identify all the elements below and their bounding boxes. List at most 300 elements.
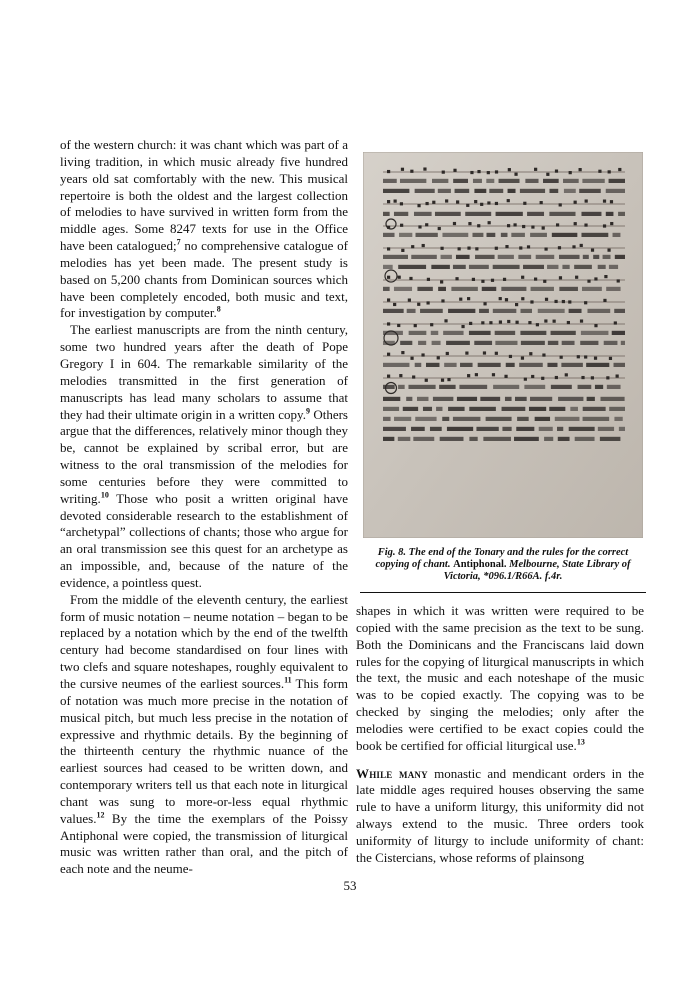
neume-note xyxy=(397,324,400,327)
script-word xyxy=(558,397,583,401)
script-word xyxy=(420,309,443,313)
neume-note xyxy=(603,224,606,227)
neume-note xyxy=(477,224,480,227)
script-word xyxy=(530,397,552,401)
neume-note xyxy=(495,352,498,355)
script-word xyxy=(486,417,512,421)
neume-note xyxy=(614,321,617,324)
footnote-ref-8[interactable]: 8 xyxy=(216,305,221,315)
neume-note xyxy=(430,323,433,326)
script-word xyxy=(435,212,461,216)
script-word xyxy=(407,309,416,313)
script-word xyxy=(508,189,516,193)
neume-note xyxy=(487,171,490,174)
script-word xyxy=(431,331,438,335)
neume-note xyxy=(499,320,502,323)
neume-note xyxy=(505,298,508,301)
script-word xyxy=(398,385,405,389)
neume-note xyxy=(469,322,472,325)
neume-note xyxy=(467,297,470,300)
script-word xyxy=(595,385,603,389)
script-word xyxy=(563,179,579,183)
neume-note xyxy=(401,351,404,354)
neume-note xyxy=(603,299,606,302)
neume-note xyxy=(521,297,524,300)
neume-note xyxy=(577,355,580,358)
neume-note xyxy=(556,223,559,226)
script-word xyxy=(551,385,572,389)
neume-note xyxy=(387,298,390,301)
script-word xyxy=(383,233,395,237)
script-word xyxy=(438,189,451,193)
script-word xyxy=(383,255,408,259)
neume-note xyxy=(530,300,533,303)
script-word xyxy=(398,437,411,441)
neume-note xyxy=(607,249,610,252)
script-word xyxy=(547,363,557,367)
script-word xyxy=(476,427,498,431)
script-word xyxy=(400,179,426,183)
script-word xyxy=(580,341,598,345)
script-word xyxy=(586,363,609,367)
neume-note xyxy=(467,374,470,377)
neume-note xyxy=(572,245,575,248)
script-word xyxy=(398,265,426,269)
script-word xyxy=(480,397,500,401)
neume-note xyxy=(523,202,526,205)
caption-location: Melbourne, State Library of Victoria, *096.1/R66A. f.4r. xyxy=(443,559,631,583)
neume-note xyxy=(417,303,420,306)
neume-note xyxy=(519,246,522,249)
neume-note xyxy=(507,224,510,227)
neume-note xyxy=(560,356,563,359)
neume-note xyxy=(584,224,587,227)
paragraph-3 xyxy=(60,592,348,878)
script-word xyxy=(383,189,409,193)
script-word xyxy=(453,179,468,183)
script-word xyxy=(426,363,439,367)
script-word xyxy=(383,265,393,269)
script-word xyxy=(383,427,406,431)
script-word xyxy=(479,309,489,313)
script-word xyxy=(383,417,391,421)
neume-note xyxy=(442,171,445,174)
script-word xyxy=(501,287,526,291)
script-word xyxy=(587,309,610,313)
neume-note xyxy=(584,301,587,304)
neume-note xyxy=(534,278,537,281)
script-word xyxy=(514,437,539,441)
script-word xyxy=(440,437,464,441)
neume-note xyxy=(574,222,577,225)
text-run: monastic and mendicant orders in the late middle ages required houses observing the same rule to have a uniform liturgy, this uniformity did not always extend to the music. Three orders took uniformity of liturgy to include uniformity of chant: the Cistercians, whose reforms of plainsong xyxy=(356,765,644,865)
script-word xyxy=(606,189,625,193)
neume-note xyxy=(591,376,594,379)
script-word xyxy=(486,233,495,237)
neume-note xyxy=(514,173,517,176)
neume-note xyxy=(575,276,578,279)
script-word xyxy=(600,437,621,441)
neume-note xyxy=(543,280,546,283)
neume-note xyxy=(554,300,557,303)
neume-note xyxy=(425,379,428,382)
paragraph-1 xyxy=(60,137,348,322)
neume-note xyxy=(594,324,597,327)
script-word xyxy=(521,341,545,345)
script-word xyxy=(446,341,470,345)
script-word xyxy=(555,417,580,421)
neume-note xyxy=(438,227,441,230)
script-word xyxy=(613,233,621,237)
script-word xyxy=(529,407,546,411)
script-word xyxy=(431,265,450,269)
script-word xyxy=(411,427,425,431)
neume-note xyxy=(492,373,495,376)
neume-note xyxy=(568,300,571,303)
script-word xyxy=(394,287,412,291)
script-word xyxy=(415,233,437,237)
footnote-ref-12[interactable]: 12 xyxy=(96,810,105,820)
neume-note xyxy=(411,245,414,248)
script-word xyxy=(457,397,477,401)
text-run: of the western church: it was chant which was part of a living tradition, in which music already five hundred years old sat comfortably with the new. This musical repertoire is both the oldest and the largest collection of melodies to have survived in written form from the middle ages. Some 8247 texts for use in the Office have been catalogued; xyxy=(60,137,348,254)
script-word xyxy=(433,397,453,401)
neume-note xyxy=(481,280,484,283)
script-word xyxy=(516,427,534,431)
neume-note xyxy=(580,244,583,247)
script-word xyxy=(614,363,625,367)
neume-note xyxy=(453,222,456,225)
script-word xyxy=(536,255,555,259)
script-word xyxy=(581,331,609,335)
neume-note xyxy=(541,377,544,380)
script-word xyxy=(493,265,520,269)
left-column xyxy=(60,137,348,878)
script-word xyxy=(558,437,570,441)
script-word xyxy=(614,417,622,421)
caption-text: Fig. 8. The end of the Tonary and the rules for the correct copying of chant. xyxy=(375,547,629,571)
script-word xyxy=(557,427,563,431)
script-word xyxy=(408,385,435,389)
script-word xyxy=(547,265,558,269)
footnote-ref-10[interactable]: 10 xyxy=(100,490,109,500)
script-word xyxy=(506,363,515,367)
script-word xyxy=(499,179,520,183)
script-word xyxy=(469,407,496,411)
script-word xyxy=(538,309,565,313)
script-word xyxy=(498,255,514,259)
neume-note xyxy=(491,279,494,282)
neume-note xyxy=(487,201,490,204)
script-word xyxy=(439,385,455,389)
script-word xyxy=(448,309,475,313)
script-word xyxy=(559,287,578,291)
script-word xyxy=(383,309,404,313)
script-word xyxy=(619,427,625,431)
script-word xyxy=(383,287,390,291)
script-word xyxy=(600,397,624,401)
script-word xyxy=(460,363,473,367)
neume-note xyxy=(542,353,545,356)
neume-note xyxy=(508,168,511,171)
script-word xyxy=(443,331,463,335)
script-word xyxy=(517,417,529,421)
script-word xyxy=(527,212,544,216)
script-word xyxy=(415,189,435,193)
footnote-ref-9[interactable]: 9 xyxy=(305,406,310,416)
script-word xyxy=(564,189,576,193)
script-word xyxy=(400,341,412,345)
neume-note xyxy=(461,325,464,328)
paragraph-4 xyxy=(356,603,644,755)
caption-rule xyxy=(360,592,646,593)
neume-note xyxy=(466,204,469,207)
script-word xyxy=(583,255,589,259)
script-word xyxy=(406,397,412,401)
script-word xyxy=(530,233,547,237)
script-word xyxy=(607,385,621,389)
script-word xyxy=(441,255,452,259)
paragraph-5 xyxy=(356,766,644,867)
script-word xyxy=(483,437,511,441)
neume-note xyxy=(475,247,478,250)
neume-note xyxy=(569,171,572,174)
script-word xyxy=(383,385,395,389)
neume-note xyxy=(446,352,449,355)
neume-note xyxy=(524,378,527,381)
neume-note xyxy=(531,375,534,378)
neume-note xyxy=(559,203,562,206)
neume-note xyxy=(409,277,412,280)
neume-note xyxy=(401,168,404,171)
script-word xyxy=(524,385,545,389)
script-word xyxy=(574,265,592,269)
neume-note xyxy=(521,357,524,360)
script-word xyxy=(609,179,625,183)
script-word xyxy=(578,385,592,389)
neume-note xyxy=(544,319,547,322)
script-word xyxy=(549,407,565,411)
neume-note xyxy=(591,249,594,252)
neume-note xyxy=(609,357,612,360)
neume-note xyxy=(410,170,413,173)
neume-note xyxy=(394,199,397,202)
neume-note xyxy=(540,201,543,204)
neume-note xyxy=(507,320,510,323)
neume-note xyxy=(529,352,532,355)
script-word xyxy=(383,363,409,367)
script-word xyxy=(417,397,428,401)
neume-note xyxy=(465,351,468,354)
neume-note xyxy=(387,200,390,203)
neume-note xyxy=(559,276,562,279)
neume-note xyxy=(617,279,620,282)
script-word xyxy=(581,212,601,216)
neume-note xyxy=(555,376,558,379)
script-word xyxy=(448,407,465,411)
neume-note xyxy=(580,319,583,322)
script-word xyxy=(515,397,527,401)
script-word xyxy=(430,427,442,431)
script-word xyxy=(456,255,470,259)
script-word xyxy=(409,331,427,335)
figure-caption xyxy=(360,547,646,584)
neume-note xyxy=(437,356,440,359)
neume-note xyxy=(581,376,584,379)
neume-note xyxy=(495,202,498,205)
neume-note xyxy=(527,245,530,248)
neume-note xyxy=(417,204,420,207)
script-word xyxy=(593,255,599,259)
neume-note xyxy=(481,321,484,324)
neume-note xyxy=(472,278,475,281)
script-word xyxy=(606,212,614,216)
script-word xyxy=(383,437,394,441)
neume-note xyxy=(546,173,549,176)
neume-note xyxy=(579,168,582,171)
neume-note xyxy=(441,299,444,302)
neume-note xyxy=(414,324,417,327)
script-word xyxy=(549,189,558,193)
script-word xyxy=(394,212,408,216)
text-run: Those who posit a written original have devoted considerable research to the establishment of “archetypal” collections of chants; those who argue for an oral transmission see this quest for an archetype as an impossible, and, because of the nature of the evidence, a pointless quest. xyxy=(60,490,348,590)
script-word xyxy=(478,363,501,367)
neume-note xyxy=(401,249,404,252)
neume-note xyxy=(440,280,443,283)
script-word xyxy=(459,385,487,389)
neume-note xyxy=(606,376,609,379)
script-word xyxy=(495,341,517,345)
script-word xyxy=(455,189,470,193)
script-word xyxy=(453,417,481,421)
script-word xyxy=(453,265,466,269)
script-word xyxy=(442,233,468,237)
neume-note xyxy=(553,320,556,323)
script-word xyxy=(609,265,618,269)
neume-note xyxy=(608,170,611,173)
neume-note xyxy=(515,303,518,306)
neume-note xyxy=(467,247,470,250)
script-word xyxy=(606,287,620,291)
text-run: Others argue that the differences, relatively minor though they be, cannot be explained by scribal error, but are witness to the oral transmission of the melodies for some centuries before they were committed to writing. xyxy=(60,406,348,506)
script-word xyxy=(415,417,436,421)
script-word xyxy=(473,179,482,183)
script-word xyxy=(552,233,578,237)
text-run: shapes in which it was written were required to be copied with the same precision as the text to be sung. Both the Dominicans and the Franciscans laid down rules for the copying of liturgical manuscripts in which the text, the music and each noteshape of the music was to be copied exactly. The copying was to be checked by singing the melodies; only after the melodies were certified to be exact copies could the book be certified for official liturgical use. xyxy=(356,603,644,753)
script-word xyxy=(383,179,397,183)
script-word xyxy=(414,212,432,216)
neume-note xyxy=(458,247,461,250)
script-word xyxy=(579,189,601,193)
footnote-ref-7[interactable]: 7 xyxy=(176,237,181,247)
script-word xyxy=(525,179,538,183)
neume-note xyxy=(594,357,597,360)
script-word xyxy=(562,265,569,269)
neume-note xyxy=(505,245,508,248)
script-word xyxy=(505,397,512,401)
script-word xyxy=(465,212,491,216)
neume-note xyxy=(468,222,471,225)
script-word xyxy=(511,233,525,237)
script-word xyxy=(531,287,554,291)
footnote-ref-13[interactable]: 13 xyxy=(576,737,585,747)
script-word xyxy=(582,287,602,291)
neume-note xyxy=(531,225,534,228)
script-word xyxy=(518,255,531,259)
neume-note xyxy=(418,225,421,228)
neume-note xyxy=(387,353,390,356)
script-word xyxy=(561,363,582,367)
script-word xyxy=(394,417,411,421)
neume-note xyxy=(444,319,447,322)
neume-note xyxy=(616,374,619,377)
neume-note xyxy=(513,223,516,226)
neume-note xyxy=(488,221,491,224)
neume-note xyxy=(399,374,402,377)
script-word xyxy=(520,309,531,313)
script-word xyxy=(423,407,432,411)
script-word xyxy=(411,255,437,259)
neume-note xyxy=(387,276,390,279)
script-word xyxy=(519,363,543,367)
neume-note xyxy=(408,298,411,301)
text-run: From the middle of the eleventh century, the earliest form of music notation – neume notation – began to be replaced by a notation which by the end of the twelfth century had become standardised on four lines with two clefs and square noteshapes, roughly equivalent to the cursive neumes of the earliest sources. xyxy=(60,591,348,691)
neume-note xyxy=(445,199,448,202)
neume-note xyxy=(522,225,525,228)
script-word xyxy=(432,179,448,183)
script-word xyxy=(570,407,578,411)
neume-note xyxy=(470,171,473,174)
script-word xyxy=(501,233,508,237)
script-word xyxy=(612,331,625,335)
neume-note xyxy=(425,202,428,205)
script-word xyxy=(486,179,494,183)
script-word xyxy=(621,341,625,345)
neume-note xyxy=(536,323,539,326)
text-run: The earliest manuscripts are from the ninth century, some two hundred years after the death of Pope Gregory I in 604. The remarkable similarity of the melodies transmitted in the first generation of manuscripts has lead many scholars to assume that they had their ultimate origin in a written copy. xyxy=(60,322,348,422)
script-word xyxy=(469,331,491,335)
footnote-ref-11[interactable]: 11 xyxy=(284,675,292,685)
neume-note xyxy=(558,246,561,249)
neume-note xyxy=(421,353,424,356)
neume-note xyxy=(474,200,477,203)
script-word xyxy=(447,427,473,431)
script-word xyxy=(474,189,486,193)
script-word xyxy=(618,212,625,216)
script-word xyxy=(502,427,511,431)
neume-note xyxy=(528,321,531,324)
neume-note xyxy=(565,373,568,376)
script-word xyxy=(418,341,426,345)
script-word xyxy=(482,287,496,291)
neume-note xyxy=(453,169,456,172)
script-word xyxy=(495,331,515,335)
script-word xyxy=(583,407,606,411)
neume-note xyxy=(387,247,390,250)
neume-note xyxy=(587,280,590,283)
page-number: 53 xyxy=(343,878,357,893)
neume-note xyxy=(515,321,518,324)
neume-note xyxy=(489,321,492,324)
neume-note xyxy=(475,373,478,376)
right-column xyxy=(356,603,644,867)
neume-note xyxy=(534,168,537,171)
script-word xyxy=(436,407,442,411)
paragraph-2 xyxy=(60,322,348,592)
text-run: This form of notation was much more precise in the notation of musical pitch, but much less precise in the notation of expressive and rhythmic details. By the beginning of the thirteenth century the rhythmic nuance of the earliest sources had ceased to be written down, and contemporary writers tell us that each note in liturgical chant was sung to more-or-less equal rhythmic values. xyxy=(60,676,348,826)
script-word xyxy=(603,255,611,259)
neume-note xyxy=(509,355,512,358)
